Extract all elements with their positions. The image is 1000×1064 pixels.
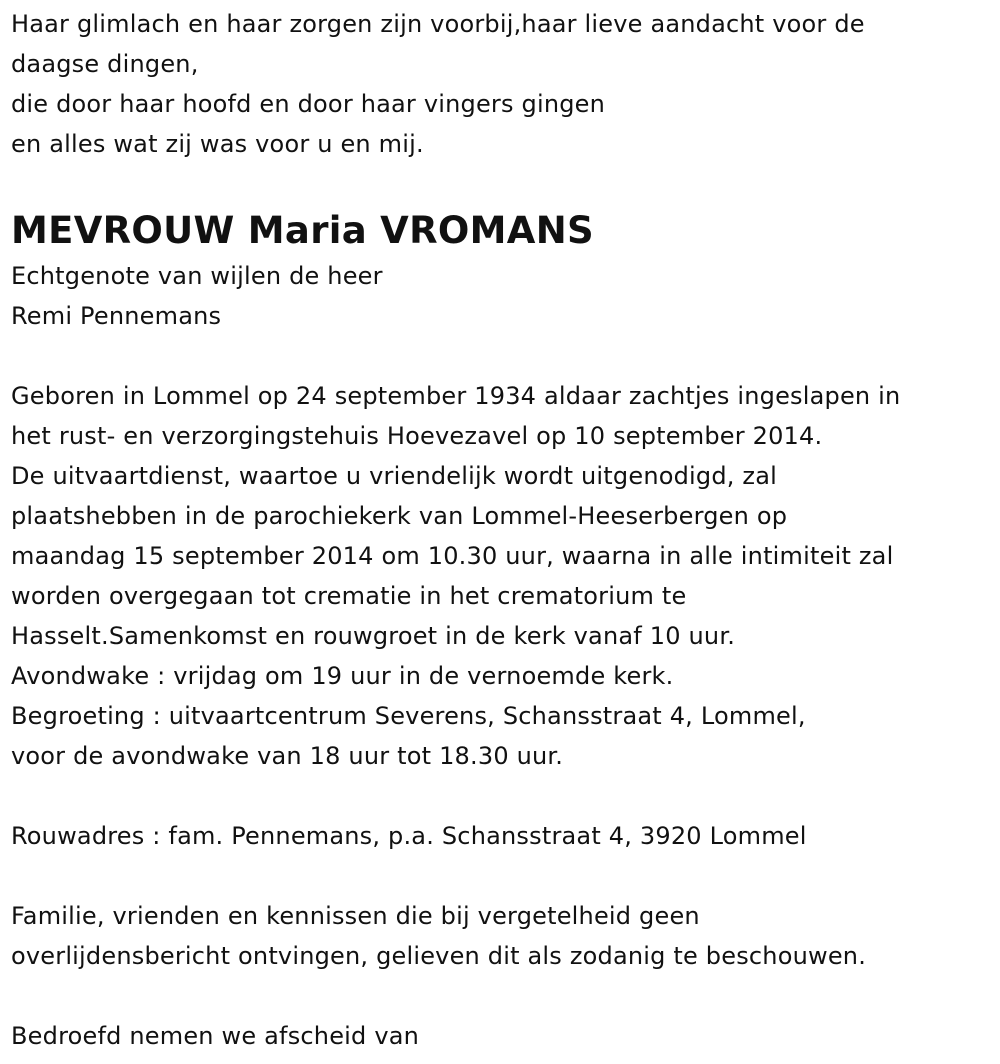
details-line: maandag 15 september 2014 om 10.30 uur, waarna in alle intimiteit zal: [11, 542, 894, 570]
details-line: plaatshebben in de parochiekerk van Lommel-Heeserbergen op: [11, 502, 788, 530]
spouse-block: [11, 256, 991, 336]
notice-line: overlijdensbericht ontvingen, gelieven dit als zodanig te beschouwen.: [11, 942, 867, 970]
details-line: het rust- en verzorgingstehuis Hoevezavel op 10 september 2014.: [11, 422, 823, 450]
notice-block: [11, 896, 991, 976]
details-line: Hasselt.Samenkomst en rouwgroet in de kerk vanaf 10 uur.: [11, 622, 736, 650]
spacer: [11, 976, 991, 1016]
notice-line: Familie, vrienden en kennissen die bij vergetelheid geen: [11, 902, 700, 930]
poem-line: daagse dingen,: [11, 50, 199, 78]
details-line: Begroeting : uitvaartcentrum Severens, Schansstraat 4, Lommel,: [11, 702, 806, 730]
details-block: [11, 376, 991, 776]
details-line: Avondwake : vrijdag om 19 uur in de vernoemde kerk.: [11, 662, 674, 690]
deceased-name: MEVROUW Maria VROMANS: [11, 209, 594, 252]
obituary-document: [11, 0, 991, 1056]
details-line: De uitvaartdienst, waartoe u vriendelijk wordt uitgenodigd, zal: [11, 462, 778, 490]
details-line: Geboren in Lommel op 24 september 1934 aldaar zachtjes ingeslapen in: [11, 382, 901, 410]
closing-line: Bedroefd nemen we afscheid van: [11, 1022, 420, 1050]
poem-block: [11, 4, 991, 164]
spacer: [11, 776, 991, 816]
spacer: [11, 856, 991, 896]
details-line: voor de avondwake van 18 uur tot 18.30 uur.: [11, 742, 564, 770]
details-line: worden overgegaan tot crematie in het crematorium te: [11, 582, 687, 610]
spouse-line: Remi Pennemans: [11, 302, 222, 330]
mourning-address: Rouwadres : fam. Pennemans, p.a. Schansstraat 4, 3920 Lommel: [11, 822, 807, 850]
poem-line: en alles wat zij was voor u en mij.: [11, 130, 424, 158]
poem-line: Haar glimlach en haar zorgen zijn voorbij,haar lieve aandacht voor de: [11, 10, 865, 38]
poem-line: die door haar hoofd en door haar vingers gingen: [11, 90, 606, 118]
spacer: [11, 164, 991, 204]
spacer: [11, 336, 991, 376]
spouse-line: Echtgenote van wijlen de heer: [11, 262, 383, 290]
